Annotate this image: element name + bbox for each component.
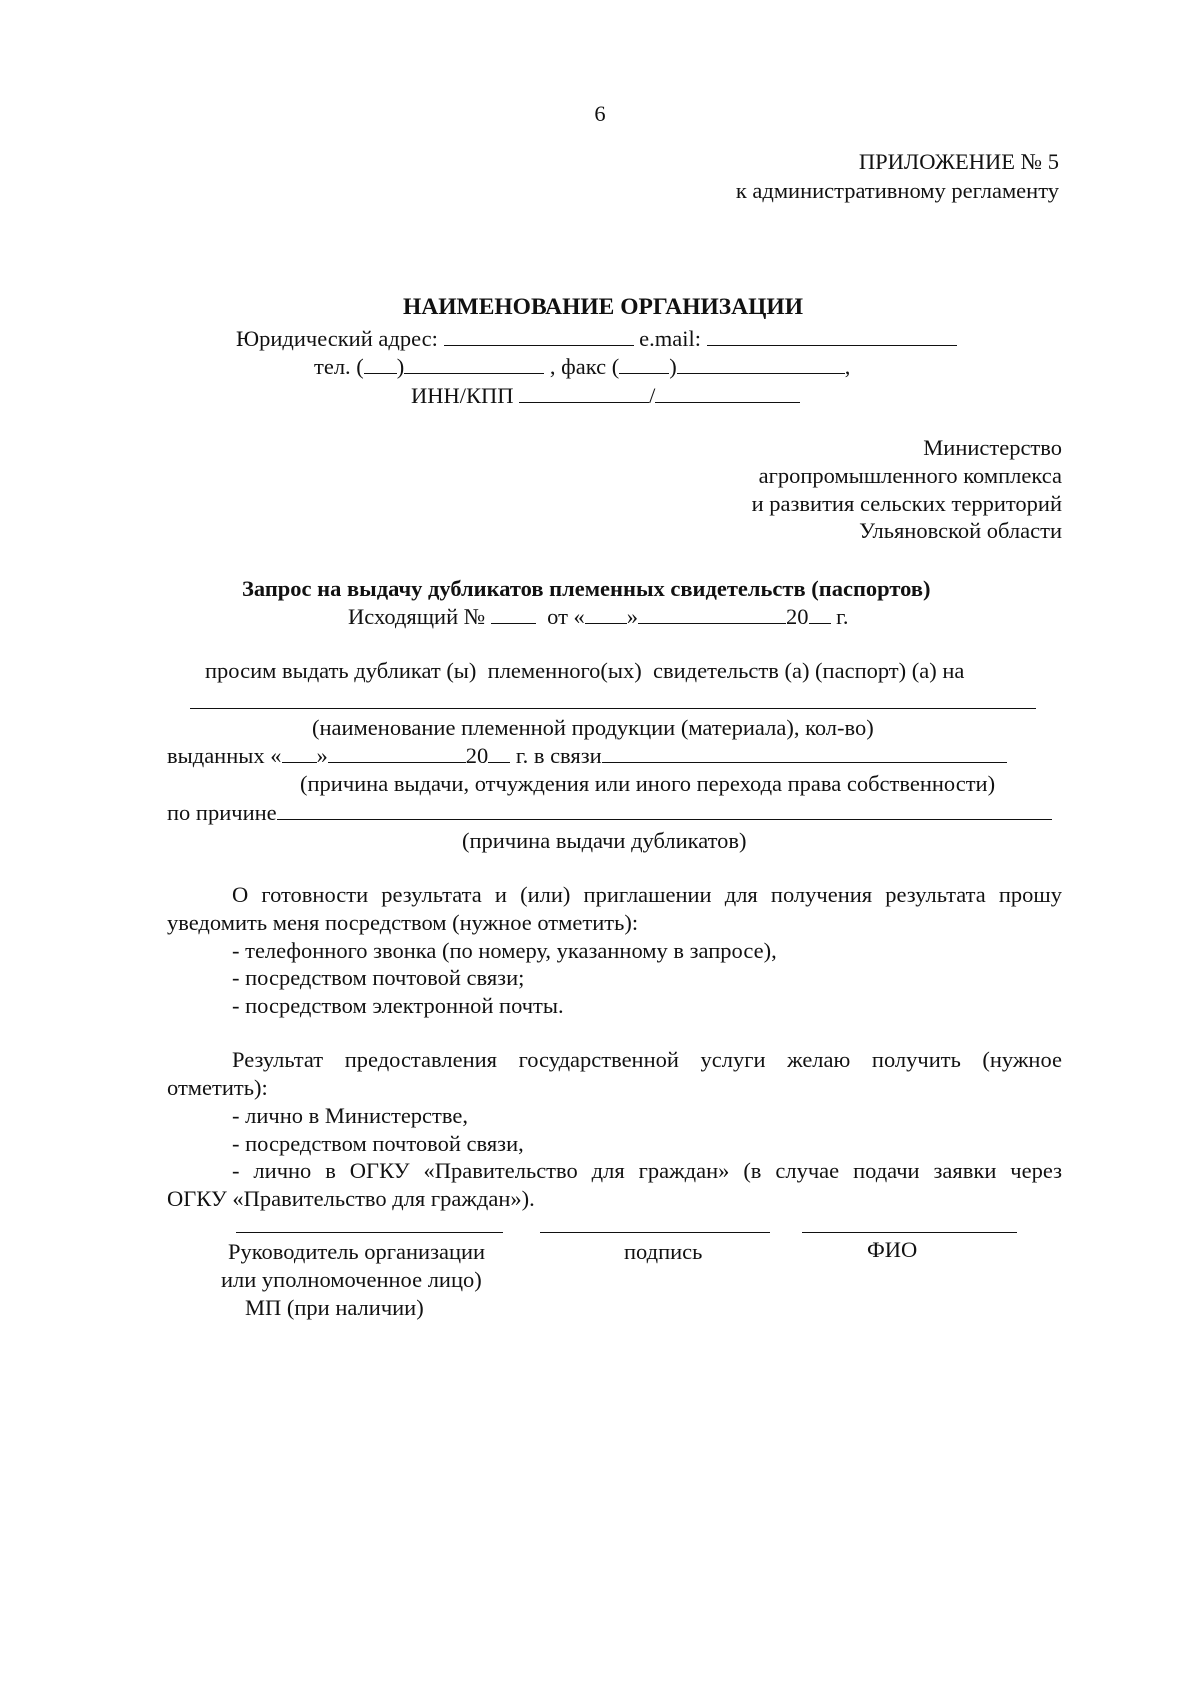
result-option: - посредством почтовой связи, — [232, 1131, 524, 1156]
recipient-line-1: Министерство — [923, 435, 1062, 460]
recipient-line-2: агропромышленного комплекса — [758, 463, 1062, 488]
issued-quote: » — [316, 743, 328, 768]
appendix-subtitle: к административному регламенту — [735, 178, 1059, 203]
result-option: - лично в Министерстве, — [232, 1103, 468, 1128]
fax-code-blank — [619, 355, 669, 374]
cause-blank — [277, 801, 1052, 820]
issued-year: 20 — [465, 743, 489, 768]
seal-label: МП (при наличии) — [245, 1295, 424, 1320]
month-blank — [638, 605, 786, 624]
notify-option: - посредством электронной почты. — [232, 993, 564, 1018]
kpp-blank — [655, 384, 800, 403]
reason-hint: (причина выдачи, отчуждения или иного перехода права собственности) — [300, 771, 996, 796]
cause-label: по причине — [167, 800, 277, 825]
fax-label: , факс ( — [549, 354, 620, 379]
issued-row — [167, 742, 1007, 770]
page-number: 6 — [594, 101, 606, 126]
appendix-title: ПРИЛОЖЕНИЕ № 5 — [858, 149, 1059, 174]
year-prefix: 20 — [786, 604, 809, 629]
product-line — [190, 708, 1036, 709]
issued-month-blank — [328, 744, 466, 763]
recipient-line-3: и развития сельских территорий — [751, 491, 1062, 516]
phone-code-blank — [364, 355, 397, 374]
email-blank — [707, 327, 957, 346]
result-para-line-2: отметить): — [167, 1075, 268, 1100]
year-suffix: г. — [836, 604, 849, 629]
day-blank — [585, 605, 627, 624]
org-name: НАИМЕНОВАНИЕ ОРГАНИЗАЦИИ — [403, 294, 803, 320]
notify-option: - посредством почтовой связи; — [232, 965, 525, 990]
fio-label: ФИО — [867, 1237, 918, 1262]
notify-option: - телефонного звонка (по номеру, указанному в запросе), — [232, 938, 777, 963]
request-title: Запрос на выдачу дубликатов племенных свидетельств (паспортов) — [242, 576, 931, 601]
recipient-line-4: Ульяновской области — [859, 518, 1062, 543]
sign-line — [540, 1232, 770, 1233]
phone-label: тел. ( — [314, 354, 364, 379]
issued-suffix: г. в связи — [515, 743, 602, 768]
head-label-line-2: или уполномоченное лицо) — [221, 1267, 482, 1292]
result-option-continuation: ОГКУ «Правительство для граждан»). — [167, 1186, 535, 1211]
fax-blank — [677, 355, 845, 374]
product-hint: (наименование племенной продукции (материала), кол-во) — [312, 715, 874, 740]
fax-comma: , — [844, 354, 851, 379]
result-para-line-1: Результат предоставления государственной услуги желаю получить (нужное — [232, 1047, 1062, 1072]
fio-line — [802, 1232, 1017, 1233]
outgoing-label: Исходящий № — [348, 604, 486, 629]
request-body-line: просим выдать дубликат (ы) племенного(ых) свидетельств (а) (паспорт) (а) на — [205, 658, 965, 683]
issued-reason-blank — [602, 744, 1007, 763]
inn-slash: / — [649, 383, 656, 408]
from-label: от « — [547, 604, 585, 629]
issued-label: выданных « — [167, 743, 282, 768]
issued-year-blank — [488, 744, 510, 763]
head-signature-line — [236, 1232, 503, 1233]
phone-blank — [404, 355, 544, 374]
notify-para-line-1: О готовности результата и (или) приглашении для получения результата прошу — [232, 882, 1062, 907]
inn-label: ИНН/КПП — [411, 383, 514, 408]
org-inn-row — [411, 382, 800, 410]
issued-day-blank — [282, 744, 317, 763]
outgoing-number-blank — [491, 605, 536, 624]
address-label: Юридический адрес: — [236, 326, 438, 351]
year-blank — [809, 605, 831, 624]
result-option: - лично в ОГКУ «Правительство для граждан» (в случае подачи заявки через — [232, 1158, 1062, 1183]
inn-blank — [519, 384, 649, 403]
sign-label: подпись — [624, 1239, 703, 1264]
org-address-row — [236, 325, 957, 353]
org-phone-row — [314, 353, 850, 381]
email-label: e.mail: — [639, 326, 701, 351]
quote-close: » — [626, 604, 639, 629]
address-blank — [444, 327, 634, 346]
outgoing-row — [348, 603, 848, 631]
head-label-line-1: Руководитель организации — [228, 1239, 486, 1264]
duplicate-hint: (причина выдачи дубликатов) — [462, 828, 747, 853]
phone-close: ) — [396, 354, 405, 379]
fax-close: ) — [669, 354, 677, 379]
cause-row — [167, 799, 1052, 827]
notify-para-line-2: уведомить меня посредством (нужное отметить): — [167, 910, 639, 935]
